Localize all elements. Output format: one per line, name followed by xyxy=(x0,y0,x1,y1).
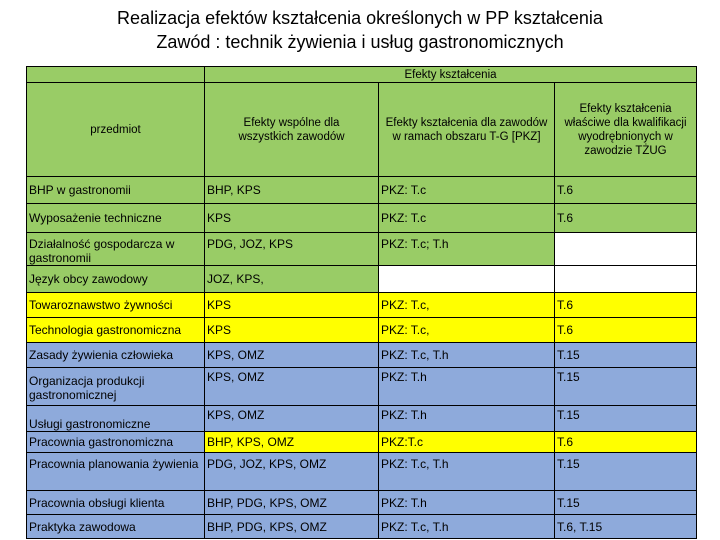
own-cell xyxy=(555,266,697,293)
subject-cell: Organizacja produkcji gastronomicznej xyxy=(27,368,205,406)
common-cell: JOZ, KPS, xyxy=(205,266,379,293)
subject-cell: BHP w gastronomii xyxy=(27,177,205,204)
common-cell: BHP, KPS, OMZ xyxy=(205,432,379,453)
common-cell: KPS, OMZ xyxy=(205,343,379,368)
subject-cell: Praktyka zawodowa xyxy=(27,515,205,539)
own-cell: T.6 xyxy=(555,293,697,318)
table-row xyxy=(27,293,697,318)
own-cell: T.6 xyxy=(555,177,697,204)
pkz-cell: PKZ: T.c xyxy=(379,177,555,204)
own-cell: T.6 xyxy=(555,318,697,343)
pkz-cell: PKZ: T.c xyxy=(379,204,555,233)
subject-cell: Wyposażenie techniczne xyxy=(27,204,205,233)
own-cell: T.15 xyxy=(555,491,697,515)
group-header: Efekty kształcenia xyxy=(205,67,697,83)
subject-cell: Pracownia obsługi klienta xyxy=(27,491,205,515)
subject-cell: Towaroznawstwo żywności xyxy=(27,293,205,318)
common-cell: PDG, JOZ, KPS xyxy=(205,233,379,266)
table-row xyxy=(27,204,697,233)
header-wspolne: Efekty wspólne dla wszystkich zawodów xyxy=(205,83,379,177)
table-row xyxy=(27,432,697,453)
subject-cell: Pracownia gastronomiczna xyxy=(27,432,205,453)
header-wlasciwe: Efekty kształcenia właściwe dla kwalifikacji wyodrębnionych w zawodzie TŻUG xyxy=(555,83,697,177)
title-line-2: Zawód : technik żywienia i usług gastronomicznych xyxy=(156,32,564,52)
common-cell: KPS xyxy=(205,204,379,233)
page-title xyxy=(0,6,720,54)
learning-outcomes-table xyxy=(26,66,697,539)
common-cell: KPS, OMZ xyxy=(205,368,379,406)
table-row xyxy=(27,343,697,368)
pkz-cell: PKZ: T.c; T.h xyxy=(379,233,555,266)
own-cell: T.6 xyxy=(555,204,697,233)
own-cell: T.15 xyxy=(555,343,697,368)
pkz-cell: PKZ: T.c, T.h xyxy=(379,453,555,491)
table-row xyxy=(27,406,697,432)
common-cell: KPS, OMZ xyxy=(205,406,379,432)
pkz-cell: PKZ: T.c, T.h xyxy=(379,515,555,539)
title-line-1: Realizacja efektów kształcenia określonych w PP kształcenia xyxy=(117,8,603,28)
table-row xyxy=(27,491,697,515)
own-cell: T.15 xyxy=(555,453,697,491)
common-cell: BHP, PDG, KPS, OMZ xyxy=(205,515,379,539)
own-cell: T.6, T.15 xyxy=(555,515,697,539)
subject-cell: Pracownia planowania żywienia xyxy=(27,453,205,491)
common-cell: PDG, JOZ, KPS, OMZ xyxy=(205,453,379,491)
pkz-cell: PKZ: T.h xyxy=(379,491,555,515)
header-przedmiot: przedmiot xyxy=(27,83,205,177)
subject-cell: Zasady żywienia człowieka xyxy=(27,343,205,368)
own-cell: T.6 xyxy=(555,432,697,453)
table-row xyxy=(27,318,697,343)
table-row xyxy=(27,453,697,491)
pkz-cell: PKZ: T.h xyxy=(379,368,555,406)
own-cell xyxy=(555,233,697,266)
common-cell: BHP, PDG, KPS, OMZ xyxy=(205,491,379,515)
subject-cell: Technologia gastronomiczna xyxy=(27,318,205,343)
subject-cell: Działalność gospodarcza w gastronomii xyxy=(27,233,205,266)
pkz-cell xyxy=(379,266,555,293)
subject-cell: Język obcy zawodowy xyxy=(27,266,205,293)
pkz-cell: PKZ: T.h xyxy=(379,406,555,432)
table-row xyxy=(27,233,697,266)
table-row xyxy=(27,266,697,293)
common-cell: KPS xyxy=(205,318,379,343)
common-cell: KPS xyxy=(205,293,379,318)
header-obszar: Efekty kształcenia dla zawodów w ramach obszaru T-G [PKZ] xyxy=(379,83,555,177)
table-row xyxy=(27,515,697,539)
pkz-cell: PKZ: T.c, xyxy=(379,293,555,318)
table-row xyxy=(27,368,697,406)
own-cell: T.15 xyxy=(555,368,697,406)
common-cell: BHP, KPS xyxy=(205,177,379,204)
own-cell: T.15 xyxy=(555,406,697,432)
pkz-cell: PKZ: T.c, T.h xyxy=(379,343,555,368)
subject-cell: Usługi gastronomiczne xyxy=(27,406,205,432)
table-row xyxy=(27,177,697,204)
pkz-cell: PKZ:T.c xyxy=(379,432,555,453)
pkz-cell: PKZ: T.c, xyxy=(379,318,555,343)
